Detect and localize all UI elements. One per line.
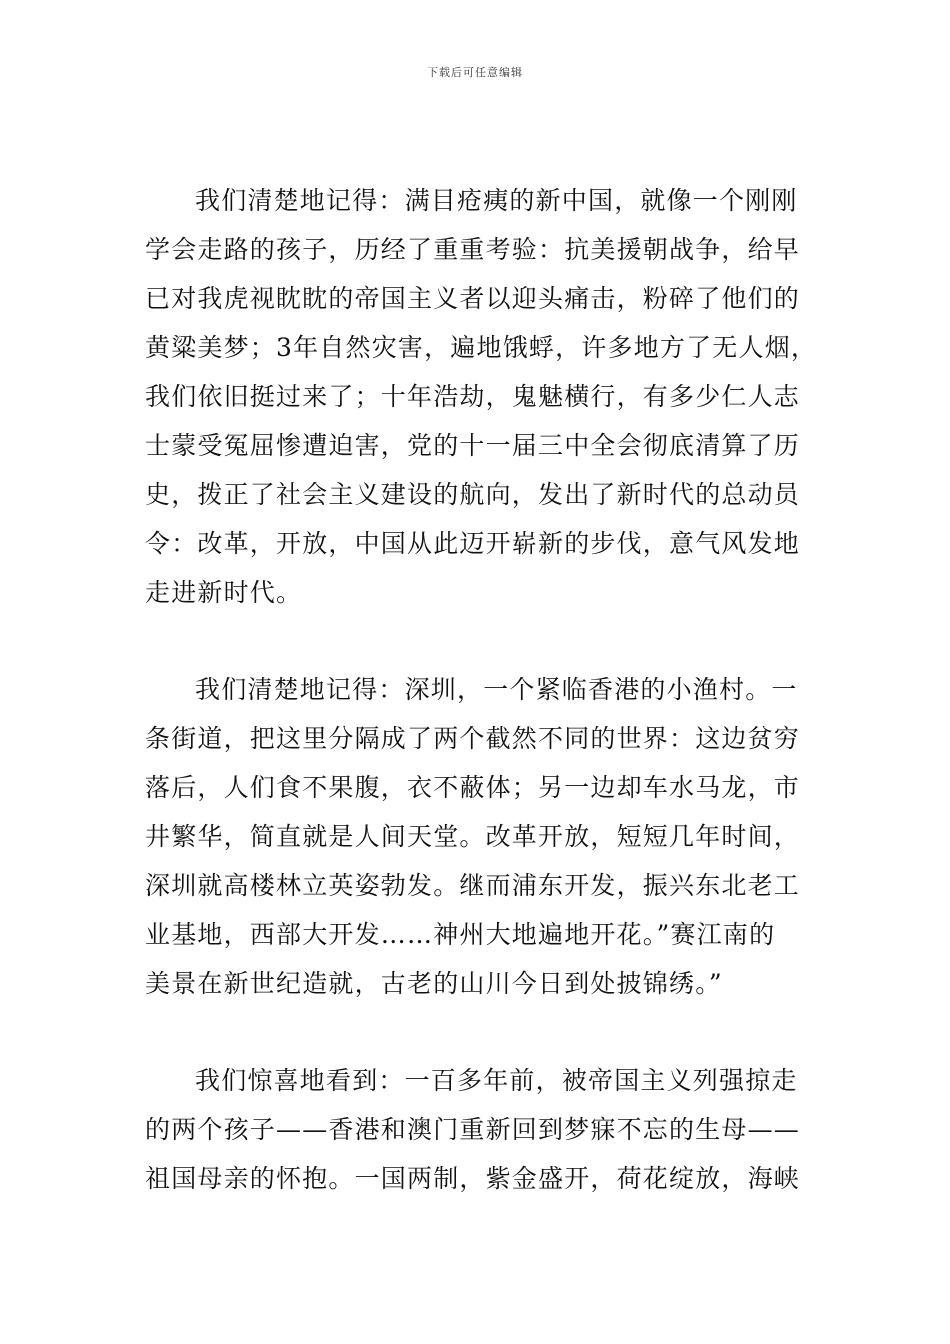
paragraph-line: 学会走路的孩子，历经了重重考验：抗美援朝战争，给早 bbox=[145, 235, 801, 264]
page-header: 下载后可任意编辑 bbox=[427, 66, 523, 79]
paragraph-line: 黄粱美梦；3年自然灾害，遍地饿蜉，许多地方了无人烟， bbox=[145, 333, 818, 362]
paragraph-line: 的两个孩子——香港和澳门重新回到梦寐不忘的生母—— bbox=[145, 1115, 801, 1144]
paragraph-3 bbox=[145, 1056, 807, 1203]
paragraph-line: 落后，人们食不果腹，衣不蔽体；另一边却车水马龙，市 bbox=[145, 773, 801, 802]
paragraph-line: 我们惊喜地看到：一百多年前，被帝国主义列强掠走 bbox=[195, 1066, 798, 1095]
paragraph-line: 史，拨正了社会主义建设的航向，发出了新时代的总动员 bbox=[145, 480, 801, 509]
paragraph-line: 已对我虎视眈眈的帝国主义者以迎头痛击，粉碎了他们的 bbox=[145, 284, 801, 313]
paragraph-line: 走进新时代。 bbox=[145, 578, 303, 607]
paragraph-2 bbox=[145, 665, 807, 1008]
paragraph-line: 我们清楚地记得：深圳，一个紧临香港的小渔村。一 bbox=[195, 675, 798, 704]
paragraph-line: 业基地，西部大开发……神州大地遍地开花。”赛江南的 bbox=[145, 920, 776, 949]
paragraph-line: 美景在新世纪造就，古老的山川今日到处披锦绣。” bbox=[145, 969, 723, 998]
paragraph-spacer bbox=[145, 1008, 807, 1056]
paragraph-spacer bbox=[145, 617, 807, 665]
document-body bbox=[145, 176, 818, 1203]
paragraph-1 bbox=[145, 176, 818, 617]
paragraph-line: 深圳就高楼林立英姿勃发。继而浦东开发，振兴东北老工 bbox=[145, 871, 801, 900]
paragraph-line: 士蒙受冤屈惨遭迫害，党的十一届三中全会彻底清算了历 bbox=[145, 431, 801, 460]
paragraph-line: 我们清楚地记得：满目疮痍的新中国，就像一个刚刚 bbox=[195, 186, 798, 215]
paragraph-line: 令：改革，开放，中国从此迈开崭新的步伐，意气风发地 bbox=[145, 529, 801, 558]
paragraph-line: 祖国母亲的怀抱。一国两制，紫金盛开，荷花绽放，海峡 bbox=[145, 1164, 801, 1193]
paragraph-line: 井繁华，简直就是人间天堂。改革开放，短短几年时间， bbox=[145, 822, 801, 851]
paragraph-line: 我们依旧挺过来了；十年浩劫，鬼魅横行，有多少仁人志 bbox=[145, 382, 801, 411]
paragraph-line: 条街道，把这里分隔成了两个截然不同的世界：这边贫穷 bbox=[145, 724, 801, 753]
